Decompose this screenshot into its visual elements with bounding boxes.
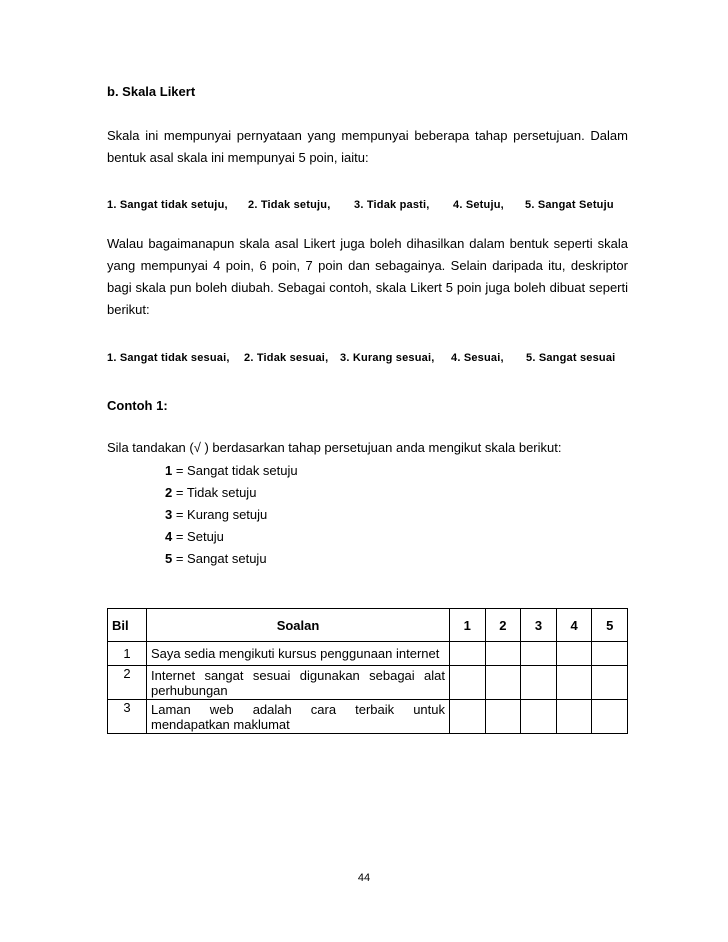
scale-item: 1. Sangat tidak sesuai,: [107, 352, 230, 364]
answer-cell[interactable]: [592, 666, 628, 700]
row-bil: 1: [108, 642, 147, 666]
scale-item: 3. Kurang sesuai,: [340, 352, 435, 364]
table-header-row: [108, 609, 628, 642]
answer-cell[interactable]: [485, 700, 521, 734]
scale-item: 2. Tidak sesuai,: [244, 352, 329, 364]
answer-cell[interactable]: [592, 700, 628, 734]
example-heading: Contoh 1:: [107, 398, 168, 413]
likert-table: [107, 608, 628, 734]
legend-label: = Sangat tidak setuju: [172, 463, 298, 478]
scale-item: 3. Tidak pasti,: [354, 199, 430, 211]
row-bil: 2: [108, 666, 147, 700]
header-scale-1: 1: [450, 609, 486, 642]
legend-label: = Sangat setuju: [172, 551, 267, 566]
legend-item: [165, 482, 298, 504]
row-question: Saya sedia mengikuti kursus penggunaan internet: [147, 642, 450, 666]
header-scale-2: 2: [485, 609, 521, 642]
row-question: Laman web adalah cara terbaik untuk mendapatkan maklumat: [147, 700, 450, 734]
legend-label: = Tidak setuju: [172, 485, 257, 500]
answer-cell[interactable]: [450, 700, 486, 734]
legend-number: 2: [165, 485, 173, 500]
legend-item: [165, 504, 298, 526]
scale-list-sesuai: [107, 352, 628, 368]
answer-cell[interactable]: [556, 700, 592, 734]
legend-number: 1: [165, 463, 173, 478]
answer-cell[interactable]: [521, 666, 557, 700]
answer-cell[interactable]: [450, 666, 486, 700]
answer-cell[interactable]: [521, 642, 557, 666]
answer-cell[interactable]: [521, 700, 557, 734]
scale-item: 5. Sangat Setuju: [525, 199, 614, 211]
scale-item: 1. Sangat tidak setuju,: [107, 199, 228, 211]
row-question: Internet sangat sesuai digunakan sebagai alat perhubungan: [147, 666, 450, 700]
header-scale-5: 5: [592, 609, 628, 642]
scale-item: 4. Setuju,: [453, 199, 504, 211]
answer-cell[interactable]: [485, 642, 521, 666]
scale-item: 4. Sesuai,: [451, 352, 504, 364]
table-row: [108, 700, 628, 734]
table-row: [108, 642, 628, 666]
header-soalan: Soalan: [147, 609, 450, 642]
legend-label: = Kurang setuju: [172, 507, 268, 522]
answer-cell[interactable]: [485, 666, 521, 700]
scale-legend: [165, 460, 298, 570]
legend-label: = Setuju: [172, 529, 224, 544]
answer-cell[interactable]: [556, 666, 592, 700]
section-heading: b. Skala Likert: [107, 84, 196, 99]
paragraph-variation: Walau bagaimanapun skala asal Likert juga boleh dihasilkan dalam bentuk seperti skala yang mempunyai 4 poin, 6 poin, 7 poin dan sebagainya. Selain daripada itu, deskriptor bagi skala pun boleh diubah. Sebagai contoh, skala Likert 5 poin juga boleh dibuat seperti berikut:: [107, 236, 628, 317]
legend-item: [165, 526, 298, 548]
legend-item: [165, 548, 298, 570]
header-bil: Bil: [108, 609, 147, 642]
legend-number: 5: [165, 551, 173, 566]
page-number: 44: [357, 872, 371, 884]
answer-cell[interactable]: [556, 642, 592, 666]
legend-number: 3: [165, 507, 173, 522]
answer-cell[interactable]: [592, 642, 628, 666]
legend-number: 4: [165, 529, 173, 544]
header-scale-3: 3: [521, 609, 557, 642]
legend-item: [165, 460, 298, 482]
table-row: [108, 666, 628, 700]
instruction-text: Sila tandakan (√ ) berdasarkan tahap persetujuan anda mengikut skala berikut:: [107, 440, 562, 455]
paragraph-intro: Skala ini mempunyai pernyataan yang mempunyai beberapa tahap persetujuan. Dalam bentuk asal skala ini mempunyai 5 poin, iaitu:: [107, 128, 628, 165]
header-scale-4: 4: [556, 609, 592, 642]
scale-item: 2. Tidak setuju,: [248, 199, 331, 211]
row-bil: 3: [108, 700, 147, 734]
answer-cell[interactable]: [450, 642, 486, 666]
scale-list-setuju: [107, 199, 628, 215]
scale-item: 5. Sangat sesuai: [526, 352, 616, 364]
